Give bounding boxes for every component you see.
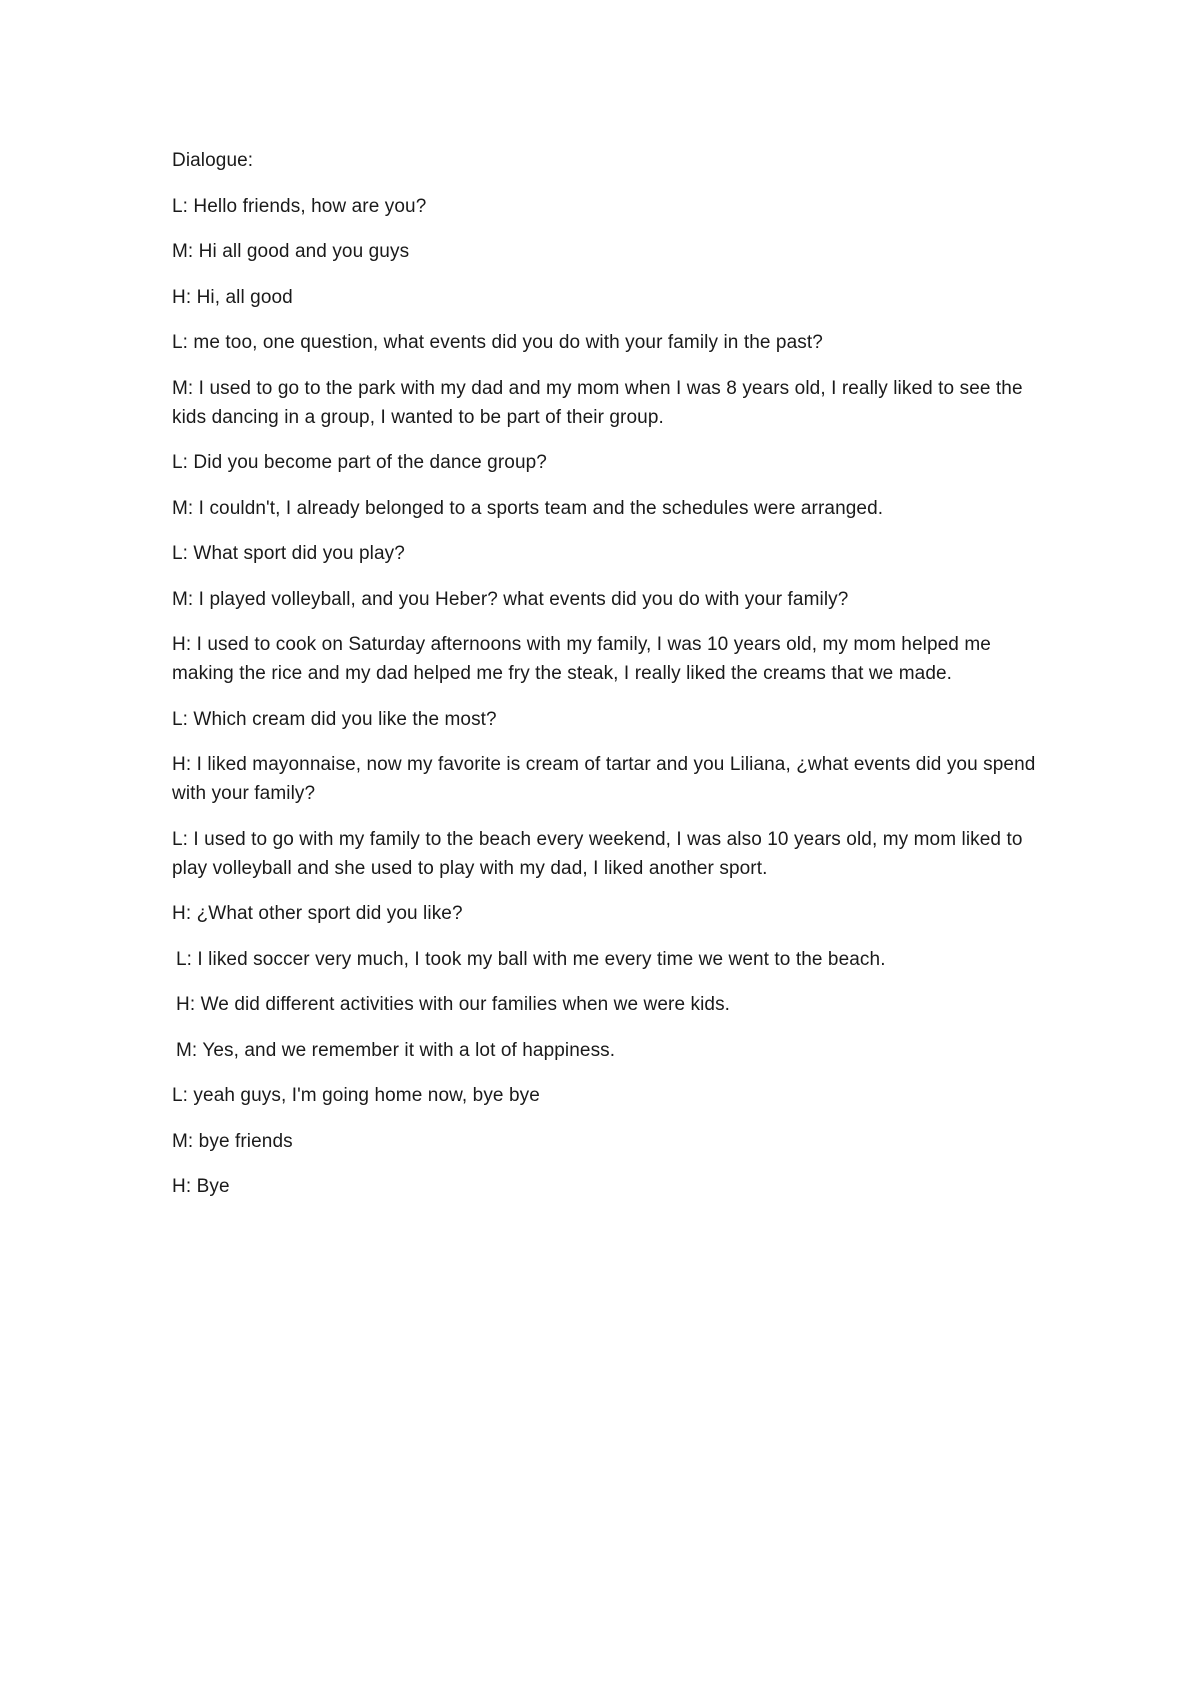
dialogue-line: L: What sport did you play?: [172, 543, 405, 564]
dialogue-line: L: me too, one question, what events did you do with your family in the past?: [172, 332, 823, 353]
dialogue-line: H: I liked mayonnaise, now my favorite is cream of tartar and you Liliana, ¿what events did you spend with your family?: [172, 754, 1036, 804]
dialogue-line: M: I played volleyball, and you Heber? what events did you do with your family?: [172, 588, 849, 610]
dialogue-line: M: Hi all good and you guys: [172, 241, 410, 262]
dialogue-line: L: Which cream did you like the most?: [172, 708, 497, 730]
dialogue-line: L: I used to go with my family to the beach every weekend, I was also 10 years old, my mom liked to play volleyball and she used to play with my dad, I liked another sport.: [172, 828, 1023, 879]
dialogue-line: M: Yes, and we remember it with a lot of happiness.: [176, 1039, 616, 1061]
dialogue-line: L: I liked soccer very much, I took my ball with me every time we went to the beach.: [176, 948, 886, 970]
dialogue-line: H: ¿What other sport did you like?: [172, 903, 463, 924]
dialogue-line: M: I used to go to the park with my dad and my mom when I was 8 years old, I really liked to see the kids dancing in a group, I wanted to be part of their group.: [172, 377, 1023, 428]
dialogue-line: M: I couldn't, I already belonged to a sports team and the schedules were arranged.: [172, 497, 884, 519]
dialogue-line: H: Hi, all good: [172, 286, 293, 308]
dialogue-line: H: Bye: [172, 1176, 230, 1197]
dialogue-body: [172, 146, 1052, 1218]
dialogue-heading: Dialogue:: [172, 150, 254, 171]
dialogue-line: M: bye friends: [172, 1130, 293, 1152]
dialogue-line: H: I used to cook on Saturday afternoons with my family, I was 10 years old, my mom helped me making the rice and my dad helped me fry the steak, I really liked the creams that we made.: [172, 634, 991, 684]
dialogue-line: L: Hello friends, how are you?: [172, 195, 427, 217]
dialogue-line: H: We did different activities with our families when we were kids.: [176, 994, 731, 1015]
dialogue-line: L: yeah guys, I'm going home now, bye bye: [172, 1085, 540, 1106]
dialogue-line: L: Did you become part of the dance group?: [172, 452, 547, 473]
